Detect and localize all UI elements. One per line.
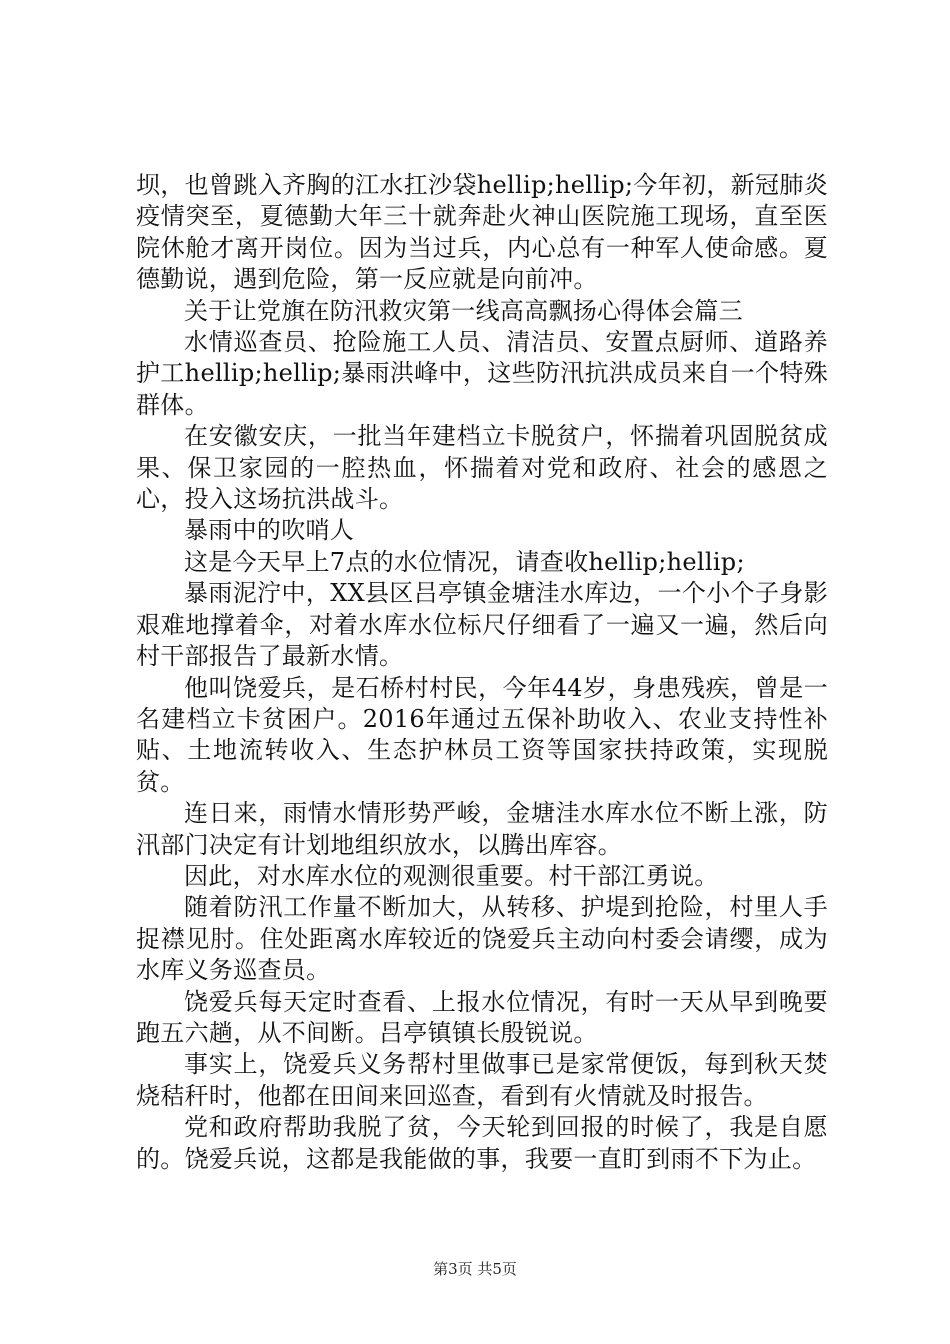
document-body xyxy=(136,170,828,1175)
paragraph: 他叫饶爱兵，是石桥村村民，今年44岁，身患残疾，曾是一名建档立卡贫困户。2016年通过五保补助收入、农业支持性补贴、土地流转收入、生态护林员工资等国家扶持政策，实现脱贫。 xyxy=(136,673,828,796)
paragraph: 暴雨泥泞中，XX县区吕亭镇金塘洼水库边，一个小个子身影艰难地撑着伞，对着水库水位标尺仔细看了一遍又一遍，然后向村干部报告了最新水情。 xyxy=(136,579,828,671)
paragraph: 事实上，饶爱兵义务帮村里做事已是家常便饭，每到秋天焚烧秸秆时，他都在田间来回巡查，看到有火情就及时报告。 xyxy=(136,1050,828,1110)
paragraph: 坝，也曾跳入齐胸的江水扛沙袋hellip;hellip;今年初，新冠肺炎疫情突至，夏德勤大年三十就奔赴火神山医院施工现场，直至医院休舱才离开岗位。因为当过兵，内心总有一种军人使命感。夏德勤说，遇到危险，第一反应就是向前冲。 xyxy=(136,171,828,294)
page-number-footer: 第3页 共5页 xyxy=(433,1260,517,1278)
paragraph: 这是今天早上7点的水位情况，请查收hellip;hellip; xyxy=(184,547,745,576)
paragraph: 随着防汛工作量不断加大，从转移、护堤到抢险，村里人手捉襟见肘。住处距离水库较近的饶爱兵主动向村委会请缨，成为水库义务巡查员。 xyxy=(136,893,828,985)
paragraph: 水情巡查员、抢险施工人员、清洁员、安置点厨师、道路养护工hellip;hellip;暴雨洪峰中，这些防汛抗洪成员来自一个特殊群体。 xyxy=(136,328,828,419)
subheading: 暴雨中的吹哨人 xyxy=(184,516,355,545)
paragraph: 党和政府帮助我脱了贫，今天轮到回报的时候了，我是自愿的。饶爱兵说，这都是我能做的事，我要一直盯到雨不下为止。 xyxy=(136,1113,828,1173)
paragraph: 在安徽安庆，一批当年建档立卡脱贫户，怀揣着巩固脱贫成果、保卫家园的一腔热血，怀揣着对党和政府、社会的感恩之心，投入这场抗洪战斗。 xyxy=(136,422,828,514)
paragraph: 饶爱兵每天定时查看、上报水位情况，有时一天从早到晚要跑五六趟，从不间断。吕亭镇镇长殷锐说。 xyxy=(136,987,828,1047)
section-title: 关于让党旗在防汛救灾第一线高高飘扬心得体会篇三 xyxy=(184,296,743,325)
paragraph: 因此，对水库水位的观测很重要。村干部江勇说。 xyxy=(184,861,719,890)
paragraph: 连日来，雨情水情形势严峻，金塘洼水库水位不断上涨，防汛部门决定有计划地组织放水，以腾出库容。 xyxy=(136,799,828,859)
